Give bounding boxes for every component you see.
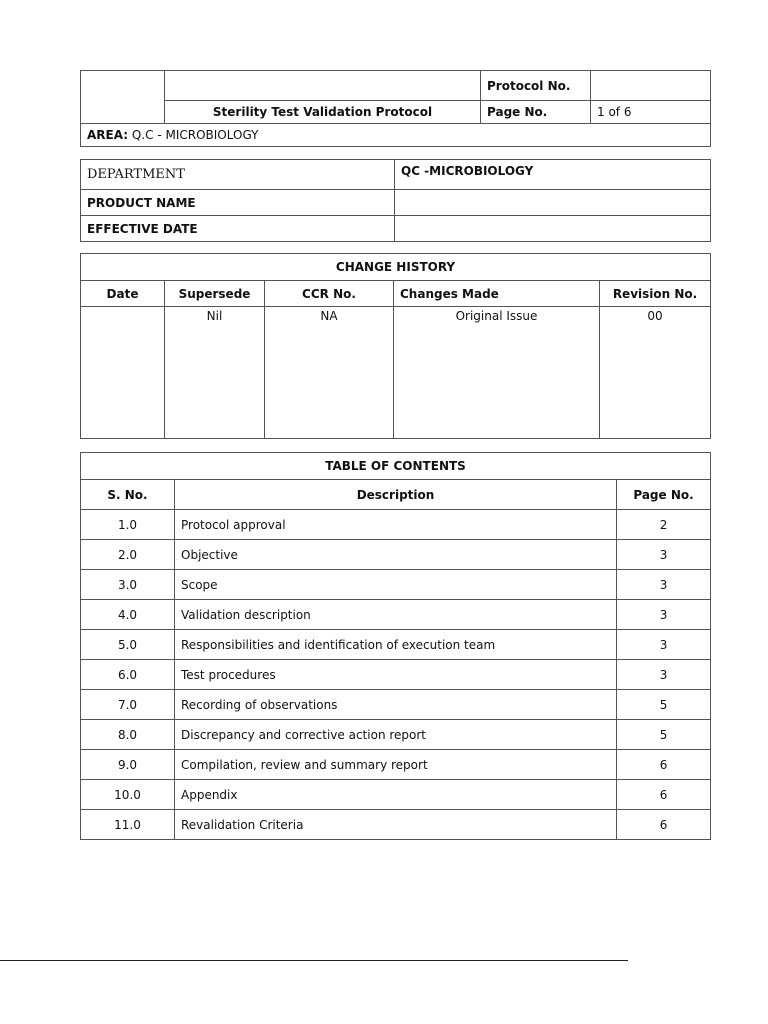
toc-s-no-cell: 3.0 [81, 570, 175, 600]
column-header-s-no: S. No. [81, 480, 175, 510]
department-label: DEPARTMENT [81, 160, 395, 190]
history-supersede-cell: Nil [165, 307, 265, 439]
table-row [81, 810, 711, 840]
toc-page-no-cell: 3 [617, 600, 711, 630]
area-cell [81, 124, 711, 147]
toc-s-no-cell: 9.0 [81, 750, 175, 780]
toc-page-no-cell: 2 [617, 510, 711, 540]
toc-description-cell: Scope [175, 570, 617, 600]
toc-s-no-cell: 8.0 [81, 720, 175, 750]
toc-description-cell: Protocol approval [175, 510, 617, 540]
table-row [81, 540, 711, 570]
toc-s-no-cell: 1.0 [81, 510, 175, 540]
toc-page-no-cell: 6 [617, 750, 711, 780]
toc-description-cell: Revalidation Criteria [175, 810, 617, 840]
toc-description-cell: Discrepancy and corrective action report [175, 720, 617, 750]
table-row [81, 600, 711, 630]
column-header-date: Date [81, 281, 165, 307]
toc-page-no-cell: 6 [617, 810, 711, 840]
table-row [81, 510, 711, 540]
toc-page-no-cell: 5 [617, 720, 711, 750]
table-of-contents [80, 452, 711, 840]
department-value: QC -MICROBIOLOGY [395, 160, 711, 190]
column-header-changes-made: Changes Made [394, 281, 600, 307]
column-header-description: Description [175, 480, 617, 510]
document-header-table [80, 70, 711, 147]
header-blank-cell [165, 71, 481, 101]
toc-page-no-cell: 3 [617, 540, 711, 570]
toc-page-no-cell: 6 [617, 780, 711, 810]
effective-date-label: EFFECTIVE DATE [81, 216, 395, 242]
page-no-value: 1 of 6 [591, 101, 711, 124]
history-ccr-cell: NA [265, 307, 394, 439]
history-changes-cell: Original Issue [394, 307, 600, 439]
toc-page-no-cell: 3 [617, 570, 711, 600]
toc-s-no-cell: 5.0 [81, 630, 175, 660]
toc-s-no-cell: 4.0 [81, 600, 175, 630]
toc-description-cell: Objective [175, 540, 617, 570]
protocol-no-label: Protocol No. [481, 71, 591, 101]
page-no-label: Page No. [481, 101, 591, 124]
column-header-page-no: Page No. [617, 480, 711, 510]
logo-cell [81, 71, 165, 124]
history-date-cell [81, 307, 165, 439]
change-history-table [80, 253, 711, 439]
column-header-supersede: Supersede [165, 281, 265, 307]
toc-page-no-cell: 3 [617, 660, 711, 690]
product-name-label: PRODUCT NAME [81, 190, 395, 216]
toc-s-no-cell: 2.0 [81, 540, 175, 570]
toc-description-cell: Appendix [175, 780, 617, 810]
history-revision-cell: 00 [600, 307, 711, 439]
table-row [81, 660, 711, 690]
toc-description-cell: Responsibilities and identification of execution team [175, 630, 617, 660]
table-row [81, 570, 711, 600]
toc-s-no-cell: 10.0 [81, 780, 175, 810]
toc-title: TABLE OF CONTENTS [81, 453, 711, 480]
document-info-table [80, 159, 711, 242]
table-row [81, 720, 711, 750]
table-row [81, 630, 711, 660]
toc-s-no-cell: 7.0 [81, 690, 175, 720]
toc-page-no-cell: 5 [617, 690, 711, 720]
toc-description-cell: Validation description [175, 600, 617, 630]
table-row [81, 307, 711, 439]
area-label: AREA: [87, 128, 129, 142]
product-name-value [395, 190, 711, 216]
toc-description-cell: Test procedures [175, 660, 617, 690]
toc-page-no-cell: 3 [617, 630, 711, 660]
table-row [81, 690, 711, 720]
table-row [81, 750, 711, 780]
effective-date-value [395, 216, 711, 242]
toc-description-cell: Recording of observations [175, 690, 617, 720]
change-history-title: CHANGE HISTORY [81, 254, 711, 281]
protocol-no-value [591, 71, 711, 101]
area-value: Q.C - MICROBIOLOGY [131, 128, 259, 142]
column-header-revision-no: Revision No. [600, 281, 711, 307]
toc-s-no-cell: 6.0 [81, 660, 175, 690]
column-header-ccr-no: CCR No. [265, 281, 394, 307]
table-row [81, 780, 711, 810]
toc-s-no-cell: 11.0 [81, 810, 175, 840]
footer-divider [0, 960, 628, 961]
toc-description-cell: Compilation, review and summary report [175, 750, 617, 780]
document-title: Sterility Test Validation Protocol [165, 101, 481, 124]
